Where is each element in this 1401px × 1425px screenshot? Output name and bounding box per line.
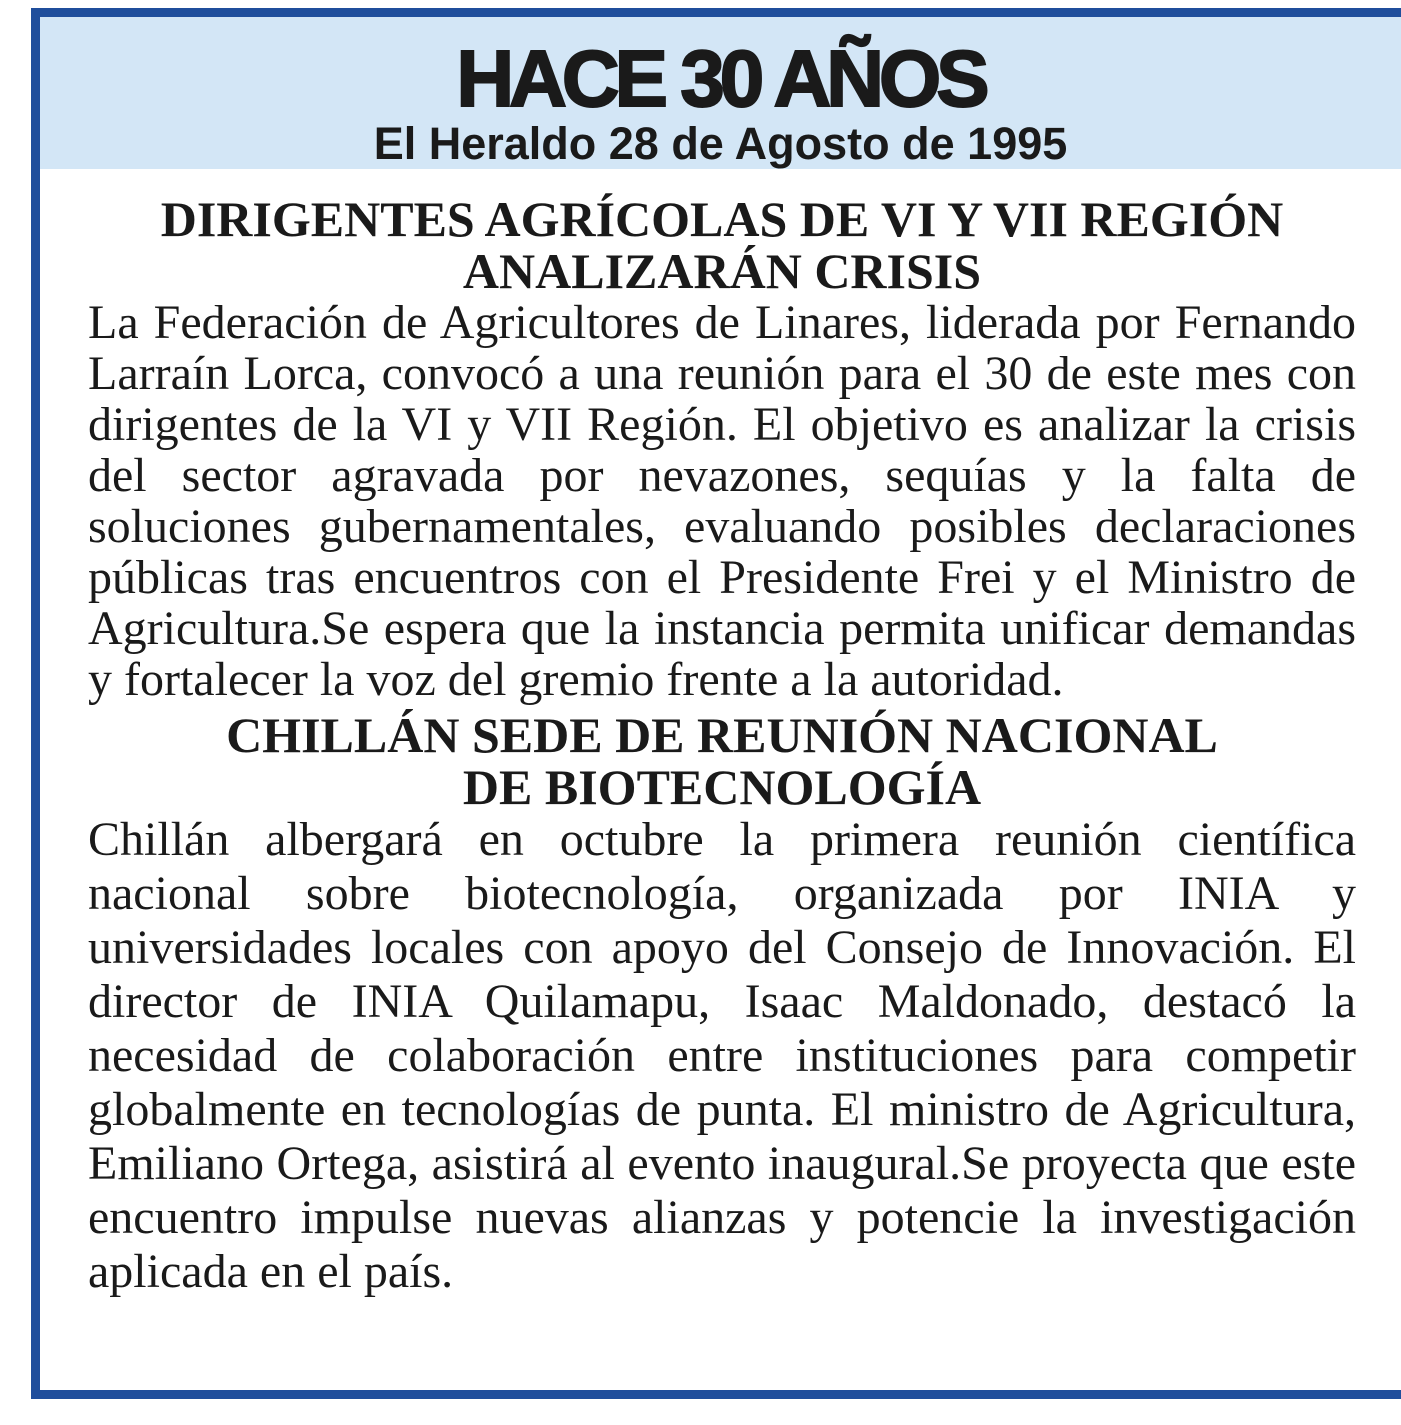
article-body: La Federación de Agricultores de Linares, liderada por Fernando Larraín Lorca, convocó a una reunión para el 30 de este mes con dirigentes de la VI y VII Región. El objetivo es analizar la crisis del sector agravada por nevazones, sequías y la falta de soluciones gubernamentales, evaluando posibles declaraciones públicas tras encuentros con el Presidente Frei y el Ministro de Agricultura.Se espera que la instancia permita unificar demandas y fortalecer la voz del gremio frente a la autoridad. — [88, 296, 1356, 706]
page-title: HACE 30 AÑOS — [456, 34, 985, 123]
article — [88, 709, 1356, 1299]
article-headline — [88, 709, 1356, 813]
headline-line: CHILLÁN SEDE DE REUNIÓN NACIONAL — [226, 707, 1218, 763]
headline-line: DE BIOTECNOLOGÍA — [462, 759, 982, 815]
news-box — [31, 8, 1401, 1399]
header-banner — [40, 17, 1401, 169]
article-body: Chillán albergará en octubre la primera reunión científica nacional sobre biotecnología, organizada por INIA y universidades locales con apoyo del Consejo de Innovación. El director de INIA Quilamapu, Isaac Maldonado, destacó la necesidad de colaboración entre instituciones para competir globalmente en tecnologías de punta. El ministro de Agricultura, Emiliano Ortega, asistirá al evento inaugural.Se proyecta que este encuentro impulse nuevas alianzas y potencie la investigación aplicada en el país. — [88, 813, 1356, 1298]
page-subtitle: El Heraldo 28 de Agosto de 1995 — [373, 118, 1068, 169]
article — [88, 193, 1356, 705]
headline-line: DIRIGENTES AGRÍCOLAS DE VI Y VII REGIÓN — [160, 191, 1284, 247]
headline-line: ANALIZARÁN CRISIS — [462, 243, 982, 299]
article-headline — [88, 193, 1356, 297]
articles-container — [88, 193, 1356, 1299]
